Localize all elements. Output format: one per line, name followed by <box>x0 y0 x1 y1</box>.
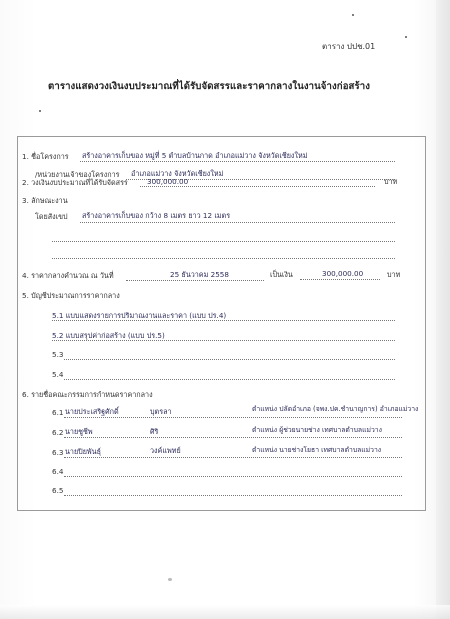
dotted-line <box>300 279 380 280</box>
dotted-line <box>64 495 402 496</box>
project-name-value: สร้างอาคารเก็บของ หมู่ที่ 5 ตำบลบ้านกาด อำเภอแม่วาง จังหวัดเชียงใหม่ <box>82 151 308 160</box>
dotted-line <box>64 476 402 477</box>
nature-label: 3. ลักษณะงาน <box>22 196 68 205</box>
member-surname: บุตรลา <box>150 407 172 416</box>
dotted-line <box>52 320 395 321</box>
member-name: นายประเสริฐศักดิ์ <box>65 407 119 416</box>
member-number: 6.5 <box>52 486 64 495</box>
dotted-line <box>64 417 402 418</box>
dotted-line <box>52 258 395 259</box>
scan-speck <box>168 578 172 581</box>
budget-label: 2. วงเงินงบประมาณที่ได้รับจัดสรร <box>22 178 128 187</box>
median-price-date: 25 ธันวาคม 2558 <box>170 270 229 279</box>
member-number: 6.4 <box>52 467 64 476</box>
member-number: 6.1 <box>52 408 64 417</box>
budget-unit: บาท <box>384 177 398 186</box>
member-name: นายชูชีพ <box>65 427 93 436</box>
form-reference: ตาราง ปปช.01 <box>322 42 376 51</box>
project-label: 1. ชื่อโครงการ <box>22 152 69 161</box>
member-surname: ศิริ <box>150 427 159 436</box>
dotted-line <box>64 379 395 380</box>
dotted-line <box>126 280 264 281</box>
member-position: ตำแหน่ง ผู้ช่วยนายช่าง เทศบาลตำบลแม่วาง <box>252 426 382 434</box>
scan-speck <box>405 36 407 38</box>
dotted-line <box>52 241 395 242</box>
dotted-line <box>64 359 395 360</box>
median-price-amount-label: เป็นเงิน <box>270 270 293 279</box>
dotted-line <box>140 186 375 187</box>
median-price-label: 4. ราคากลางคำนวณ ณ วันที่ <box>22 271 114 280</box>
committee-label: 6. รายชื่อคณะกรรมการกำหนดราคากลาง <box>22 390 153 399</box>
source-item: 5.3 <box>52 350 64 359</box>
median-price-unit: บาท <box>387 270 401 279</box>
member-surname: วงค์แพทย์ <box>150 446 181 455</box>
agency-label: /หน่วยงานเจ้าของโครงการ <box>35 170 120 179</box>
scan-speck <box>352 14 354 16</box>
document-title: ตารางแสดงวงเงินงบประมาณที่ได้รับจัดสรรและราคากลางในงานจ้างก่อสร้าง <box>48 81 371 92</box>
source-item: 5.1 แบบแสดงรายการปริมาณงานและราคา (แบบ ปร.4) <box>52 311 227 320</box>
scan-speck <box>39 110 41 112</box>
median-price-amount: 300,000.00 <box>322 269 364 278</box>
page-shadow-bottom <box>0 605 450 619</box>
member-position: ตำแหน่ง นายช่างโยธา เทศบาลตำบลแม่วาง <box>252 446 382 454</box>
member-name: นายปิยพันธุ์ <box>65 447 101 456</box>
dotted-line <box>64 457 402 458</box>
member-number: 6.3 <box>52 448 64 457</box>
budget-amount: 300,000.00 <box>147 177 189 186</box>
member-number: 6.2 <box>52 428 64 437</box>
nature-summary-label: โดยสังเขป <box>35 212 68 221</box>
member-position: ตำแหน่ง ปลัดอำเภอ (จพง.ปค.ชำนาญการ) อำเภอแม่วาง <box>252 405 419 413</box>
page-shadow-right <box>436 0 450 619</box>
agency-value: อำเภอแม่วาง จังหวัดเชียงใหม่ <box>131 169 224 178</box>
dotted-line <box>80 161 395 162</box>
nature-summary-value: สร้างอาคารเก็บของ กว้าง 8 เมตร ยาว 12 เมตร <box>82 211 231 220</box>
source-item: 5.2 แบบสรุปค่าก่อสร้าง (แบบ ปร.5) <box>52 331 165 340</box>
dotted-line <box>64 437 402 438</box>
sources-label: 5. บัญชีประมาณการราคากลาง <box>22 291 120 300</box>
dotted-line <box>80 222 395 223</box>
dotted-line <box>52 340 395 341</box>
source-item: 5.4 <box>52 370 64 379</box>
